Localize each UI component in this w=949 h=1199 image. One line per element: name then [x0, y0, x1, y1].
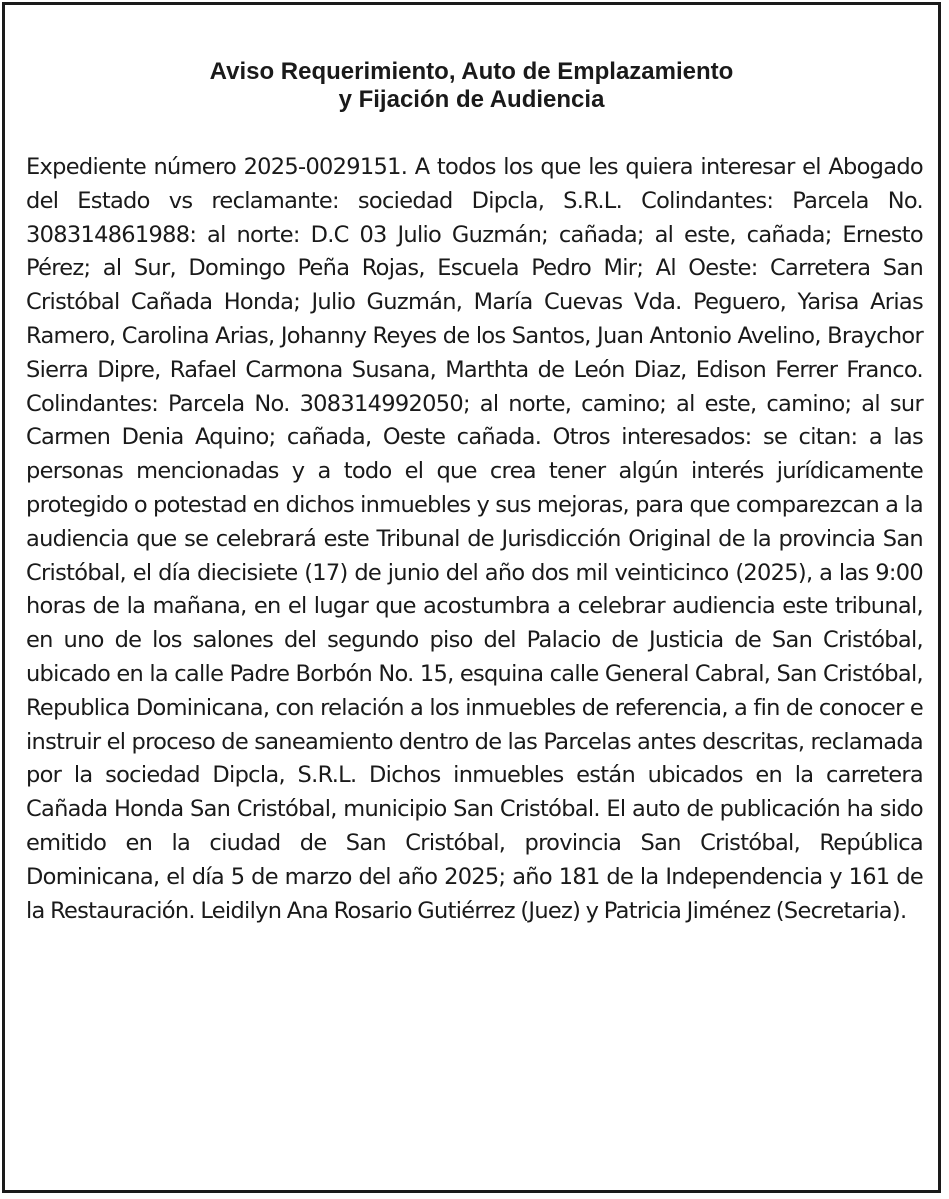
notice-title-line-1: Aviso Requerimiento, Auto de Emplazamiento: [209, 58, 734, 85]
notice-title: [5, 58, 938, 114]
legal-notice: [2, 2, 941, 1193]
notice-body: Expediente número 2025-0029151. A todos los que les quiera interesar el Abogado del Estado vs reclamante: sociedad Dipcla, S.R.L. Colindantes: Parcela No. 308314861988: al norte: D.C 03 Julio Guzmán; cañada; al este, cañada; Ernesto Pérez; al Sur, Domingo Peña Rojas, Escuela Pedro Mir; Al Oeste: Carretera San Cristóbal Cañada Honda; Julio Guzmán, María Cuevas Vda. Peguero, Yarisa Arias Ramero, Carolina Arias, Johanny Reyes de los Santos, Juan Antonio Avelino, Braychor Sierra Dipre, Rafael Carmona Susana, Marthta de León Diaz, Edison Ferrer Franco. Colindantes: Parcela No. 308314992050; al norte, camino; al este, camino; al sur Carmen Denia Aquino; cañada, Oeste cañada. Otros interesados: se citan: a las personas mencionadas y a todo el que crea tener algún interés jurídicamente protegido o potestad en dichos inmuebles y sus mejoras, para que comparezcan a la audiencia que se celebrará este Tribunal de Jurisdicción Original de la provincia San Cristóbal, el día diecisiete (17) de junio del año dos mil veinticinco (2025), a las 9:00 horas de la mañana, en el lugar que acostumbra a celebrar audiencia este tribunal, en uno de los salones del segundo piso del Palacio de Justicia de San Cristóbal, ubicado en la calle Padre Borbón No. 15, esquina calle General Cabral, San Cristóbal, Republica Dominicana, con relación a los inmuebles de referencia, a fin de conocer e instruir el proceso de saneamiento dentro de las Parcelas antes descritas, reclamada por la sociedad Dipcla, S.R.L. Dichos inmuebles están ubicados en la carretera Cañada Honda San Cristóbal, municipio San Cristóbal. El auto de publicación ha sido emitido en la ciudad de San Cristóbal, provincia San Cristóbal, República Dominicana, el día 5 de marzo del año 2025; año 181 de la Independencia y 161 de la Restauración. Leidilyn Ana Rosario Gutiérrez (Juez) y Patricia Jiménez (Secretaria).: [26, 154, 923, 924]
notice-title-line-2: y Fijación de Audiencia: [338, 86, 605, 113]
